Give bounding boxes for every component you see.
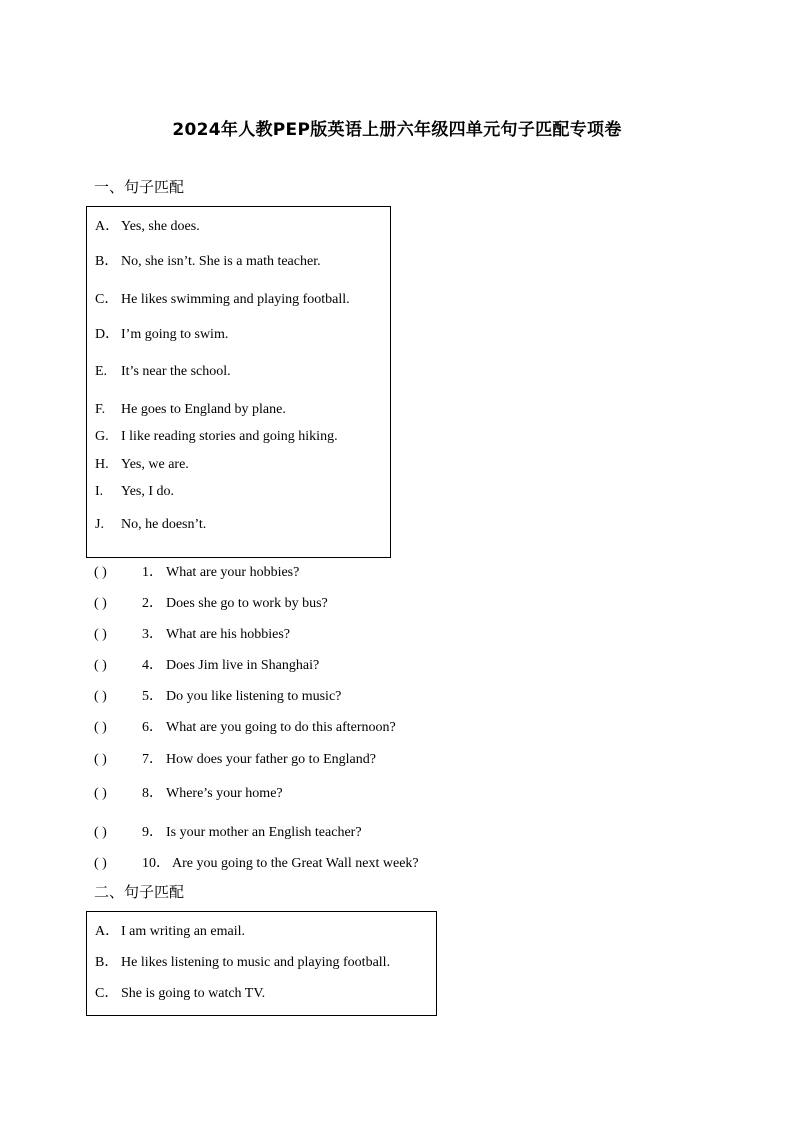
question-number: 6． <box>142 720 163 735</box>
question-text: Are you going to the Great Wall next week? <box>172 856 419 871</box>
option-letter: C． <box>95 292 119 307</box>
option-item <box>95 323 228 343</box>
question-item <box>94 592 328 612</box>
question-text: What are your hobbies? <box>166 565 300 580</box>
option-text: Yes, we are. <box>121 457 189 472</box>
question-number: 4． <box>142 658 163 673</box>
question-number: 8． <box>142 786 163 801</box>
option-item <box>95 288 350 308</box>
option-letter: C． <box>95 986 119 1001</box>
option-item <box>95 364 231 380</box>
question-text: How does your father go to England? <box>166 752 376 767</box>
section2-options-box <box>86 911 437 1016</box>
option-item <box>95 402 286 418</box>
question-item <box>94 654 319 674</box>
question-number: 1． <box>142 565 163 580</box>
option-text: He likes swimming and playing football. <box>121 292 350 307</box>
option-item <box>95 215 200 235</box>
question-item <box>94 716 396 736</box>
answer-blank[interactable]: ( ) <box>94 720 107 735</box>
question-text: What are his hobbies? <box>166 627 291 642</box>
option-letter: J. <box>95 517 104 532</box>
option-text: He likes listening to music and playing football. <box>121 955 391 970</box>
question-text: Where’s your home? <box>166 786 283 801</box>
option-text: She is going to watch TV. <box>121 986 266 1001</box>
option-letter: D． <box>95 327 120 342</box>
question-item <box>94 748 376 768</box>
option-text: I’m going to swim. <box>121 327 229 342</box>
answer-blank[interactable]: ( ) <box>94 752 107 767</box>
option-item <box>95 982 265 1002</box>
question-item <box>94 623 290 643</box>
question-item <box>94 821 362 841</box>
option-text: He goes to England by plane. <box>121 402 286 417</box>
answer-blank[interactable]: ( ) <box>94 856 107 871</box>
question-text: Does she go to work by bus? <box>166 596 328 611</box>
option-letter: G. <box>95 429 109 444</box>
option-text: No, he doesn’t. <box>121 517 207 532</box>
option-item <box>95 429 338 445</box>
question-item <box>94 685 341 705</box>
answer-blank[interactable]: ( ) <box>94 627 107 642</box>
section2-heading: 二、句子匹配 <box>94 883 185 901</box>
option-letter: A． <box>95 924 120 939</box>
option-item <box>95 951 390 971</box>
section1-options-box <box>86 206 391 558</box>
option-letter: E. <box>95 364 108 379</box>
question-number: 3． <box>142 627 163 642</box>
answer-blank[interactable]: ( ) <box>94 689 107 704</box>
option-text: I am writing an email. <box>121 924 246 939</box>
option-item <box>95 920 245 940</box>
question-number: 7． <box>142 752 163 767</box>
question-item <box>94 561 299 581</box>
option-item <box>95 484 174 500</box>
question-number: 2． <box>142 596 163 611</box>
question-text: Does Jim live in Shanghai? <box>166 658 320 673</box>
question-text: Do you like listening to music? <box>166 689 342 704</box>
option-text: No, she isn’t. She is a math teacher. <box>121 254 321 269</box>
question-item <box>94 852 419 872</box>
option-text: Yes, she does. <box>121 219 200 234</box>
option-letter: B． <box>95 955 119 970</box>
question-text: Is your mother an English teacher? <box>166 825 362 840</box>
answer-blank[interactable]: ( ) <box>94 596 107 611</box>
option-item <box>95 517 206 533</box>
option-letter: I. <box>95 484 104 499</box>
question-item <box>94 782 283 802</box>
question-number: 9． <box>142 825 163 840</box>
option-text: I like reading stories and going hiking. <box>121 429 338 444</box>
answer-blank[interactable]: ( ) <box>94 565 107 580</box>
question-text: What are you going to do this afternoon? <box>166 720 396 735</box>
option-text: Yes, I do. <box>121 484 175 499</box>
option-letter: A． <box>95 219 120 234</box>
option-item <box>95 250 321 270</box>
answer-blank[interactable]: ( ) <box>94 658 107 673</box>
page-title: 2024年人教PEP版英语上册六年级四单元句子匹配专项卷 <box>172 120 622 140</box>
option-letter: H. <box>95 457 109 472</box>
question-number: 10． <box>142 856 170 871</box>
option-text: It’s near the school. <box>121 364 231 379</box>
answer-blank[interactable]: ( ) <box>94 825 107 840</box>
section1-heading: 一、句子匹配 <box>94 178 185 196</box>
option-item <box>95 457 189 473</box>
answer-blank[interactable]: ( ) <box>94 786 107 801</box>
option-letter: B． <box>95 254 119 269</box>
question-number: 5． <box>142 689 163 704</box>
option-letter: F. <box>95 402 106 417</box>
